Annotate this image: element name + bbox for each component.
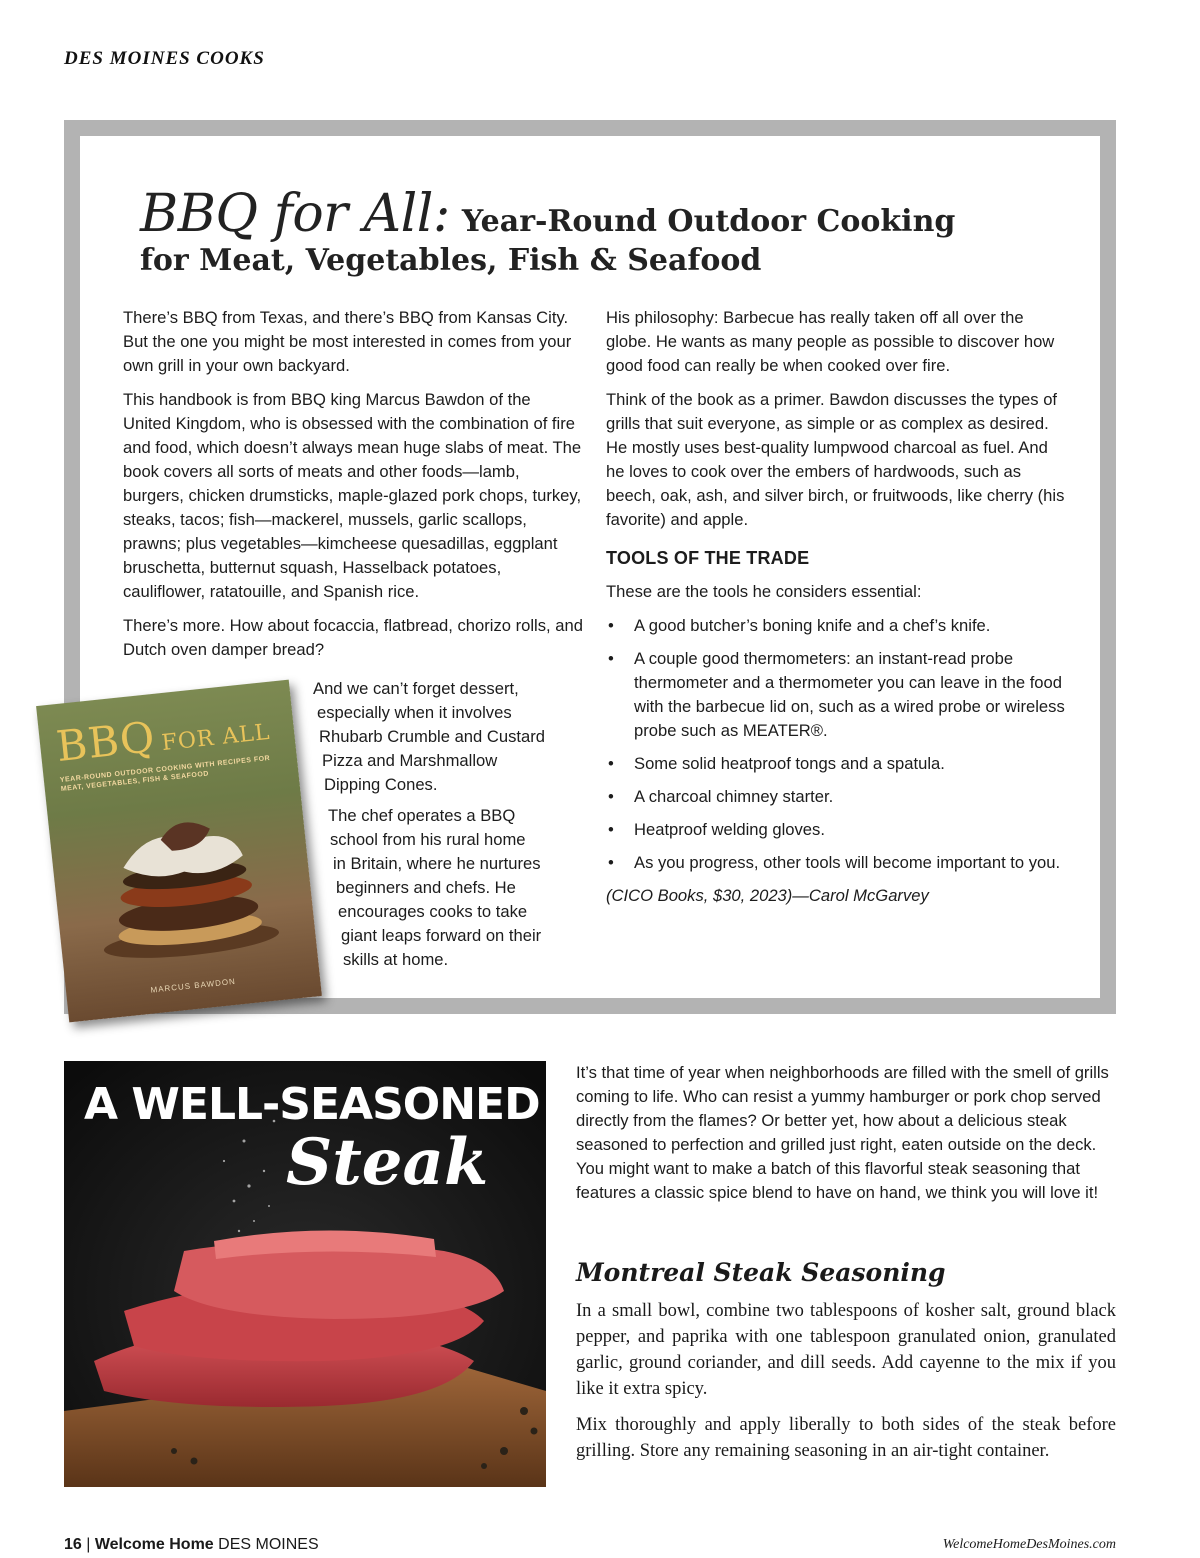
book-title-main: BBQ for All: xyxy=(140,184,450,244)
list-item: • Heatproof welding gloves. xyxy=(606,818,1066,842)
book-credit: (CICO Books, $30, 2023)—Carol McGarvey xyxy=(606,886,929,905)
text-line: beginners and chefs. He xyxy=(336,878,516,897)
steak-headline-script: Steak xyxy=(286,1125,489,1200)
dessert-paragraph xyxy=(313,677,545,797)
text-line: Rhubarb Crumble and Custard xyxy=(319,727,545,746)
text-line: Pizza and Marshmallow xyxy=(322,751,498,770)
text-line: encourages cooks to take xyxy=(338,902,528,921)
text-line: skills at home. xyxy=(343,950,449,969)
text-line: especially when it involves xyxy=(317,703,512,722)
paragraph: In a small bowl, combine two tablespoons of kosher salt, ground black pepper, and paprika with one tablespoon granulated onion, granulated garlic, ground coriander, and dill seeds. Add cayenne to the mix if you like it extra spicy. xyxy=(576,1301,1116,1399)
paragraph: Think of the book as a primer. Bawdon discusses the types of grills that suit everyone, as simple or as complex as desired. He mostly uses best-quality lumpwood charcoal as fuel. And he loves to cook over the embers of hardwoods, such as beech, oak, ash, and silver birch, or fruitwoods, like cherry (his favorite) and apple. xyxy=(606,390,1065,529)
paragraph: Mix thoroughly and apply liberally to both sides of the steak before grilling. Store any remaining seasoning in an air-tight container. xyxy=(576,1415,1116,1461)
recipe-body xyxy=(576,1298,1116,1474)
footer-separator: | xyxy=(81,1536,95,1553)
section-label: DES MOINES COOKS xyxy=(64,48,265,69)
text-line: Dipping Cones. xyxy=(324,775,438,794)
text-line: giant leaps forward on their xyxy=(341,926,542,945)
text-line: And we can’t forget dessert, xyxy=(313,679,519,698)
cover-subtitle: YEAR-ROUND OUTDOOR COOKING WITH RECIPES FOR MEAT, VEGETABLES, FISH & SEAFOOD xyxy=(59,754,271,793)
cover-author: MARCUS BAWDON xyxy=(150,976,237,995)
magazine-name: Welcome Home xyxy=(94,1536,214,1553)
book-review-left-column xyxy=(123,306,583,672)
paragraph: There’s BBQ from Texas, and there’s BBQ from Kansas City. But the one you might be most interested in comes from your own grill in your own backyard. xyxy=(123,308,572,375)
bullet-icon: • xyxy=(608,616,614,635)
tools-heading: TOOLS OF THE TRADE xyxy=(606,548,810,568)
bullet-icon: • xyxy=(608,754,614,773)
cover-title-small: FOR ALL xyxy=(160,719,272,757)
bullet-icon: • xyxy=(608,649,614,668)
steak-intro: It’s that time of year when neighborhoods are filled with the smell of grills coming to life. Who can resist a yummy hamburger or pork chop served directly from the flames? Or better yet, how about a delicious steak seasoned to perfection and grilled just right, eaten outside on the deck. You might want to make a batch of this flavorful steak seasoning that features a classic spice blend to have on hand, we think you will love it! xyxy=(576,1063,1109,1202)
list-item: • Some solid heatproof tongs and a spatula. xyxy=(606,752,1066,776)
book-review-right-column xyxy=(606,306,1066,918)
school-paragraph xyxy=(328,804,541,972)
book-title-sub-1: Year-Round Outdoor Cooking xyxy=(461,204,956,239)
paragraph: This handbook is from BBQ king Marcus Bawdon of the United Kingdom, who is obsessed with the combination of fire and food, which doesn’t always mean huge slabs of meat. The book covers all sorts of meats and other foods—lamb, burgers, chicken drumsticks, maple-glazed pork chops, turkey, steaks, tacos; fish—mackerel, mussels, garlic scallops, prawns; plus vegetables—kimcheese quesadillas, eggplant bruschetta, butternut squash, Hasselback potatoes, cauliflower, ratatouille, and Spanish rice. xyxy=(123,390,582,601)
paragraph: His philosophy: Barbecue has really taken off all over the globe. He wants as many people as possible to discover how good food can really be when cooked over fire. xyxy=(606,308,1055,375)
recipe-title: Montreal Steak Seasoning xyxy=(576,1258,946,1287)
burger-illustration xyxy=(87,793,283,971)
book-title xyxy=(140,184,1040,278)
bullet-icon: • xyxy=(608,787,614,806)
list-item: • A charcoal chimney starter. xyxy=(606,785,1066,809)
book-cover-image xyxy=(36,680,322,1023)
list-item: • A couple good thermometers: an instant-read probe thermometer and a thermometer you can leave in the food with the barbecue lid on, such as a wired probe or wireless probe such as MEATER®. xyxy=(608,649,1065,740)
website-link[interactable]: WelcomeHomeDesMoines.com xyxy=(942,1537,1116,1552)
list-item: • As you progress, other tools will become important to you. xyxy=(606,851,1066,875)
tools-list xyxy=(606,614,1066,875)
bullet-icon: • xyxy=(608,853,614,872)
tools-intro: These are the tools he considers essential: xyxy=(606,582,922,601)
cover-title-big: BBQ xyxy=(53,712,158,772)
list-item: • A good butcher’s boning knife and a chef’s knife. xyxy=(606,614,1066,638)
text-line: The chef operates a BBQ xyxy=(328,806,516,825)
page-footer xyxy=(64,1536,319,1554)
text-line: in Britain, where he nurtures xyxy=(333,854,541,873)
steak-photo xyxy=(64,1061,546,1487)
bullet-icon: • xyxy=(608,820,614,839)
book-title-sub-2: for Meat, Vegetables, Fish & Seafood xyxy=(140,243,762,278)
text-line: school from his rural home xyxy=(330,830,526,849)
steak-headline: A WELL-SEASONED xyxy=(84,1079,540,1130)
paragraph: There’s more. How about focaccia, flatbread, chorizo rolls, and Dutch oven damper bread? xyxy=(123,616,583,659)
magazine-city: DES MOINES xyxy=(213,1536,319,1553)
page-number: 16 xyxy=(64,1536,82,1553)
